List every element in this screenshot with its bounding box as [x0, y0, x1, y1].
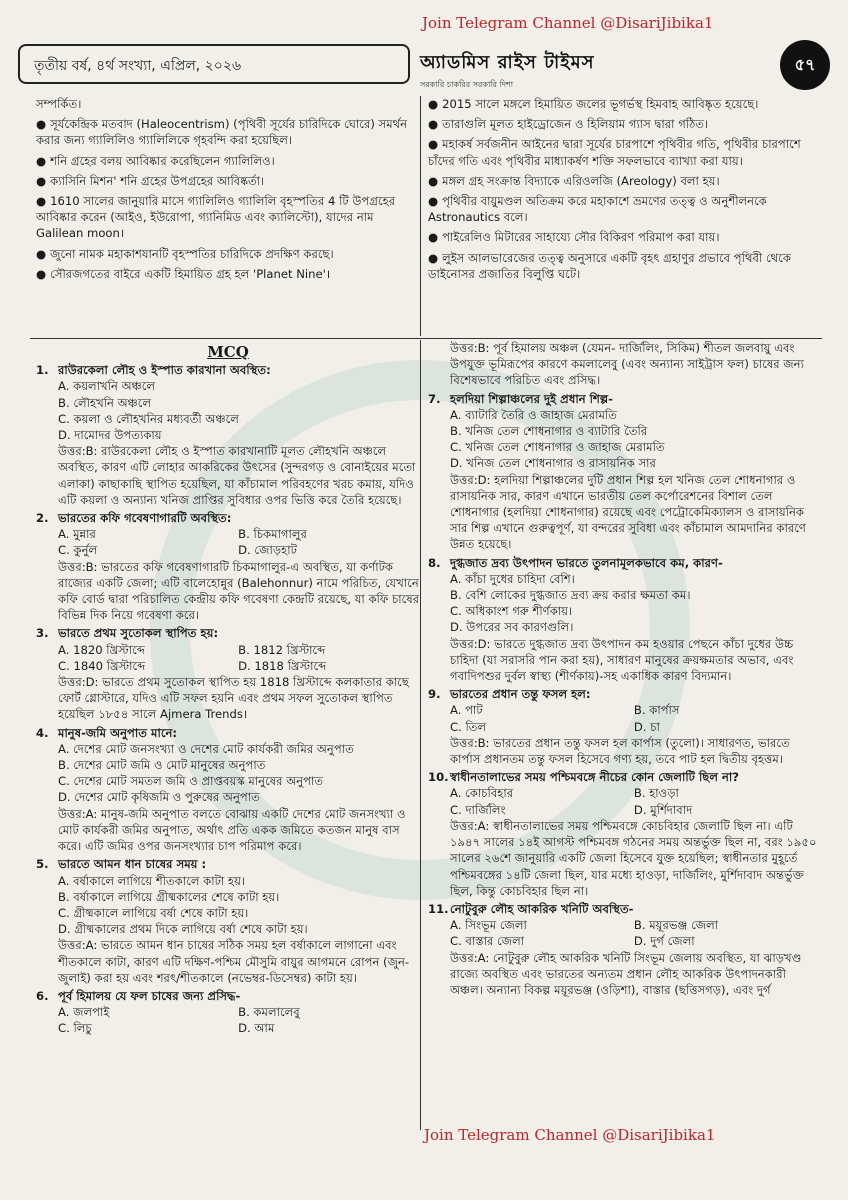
masthead-title: অ্যাডমিস রাইস টাইমস: [420, 52, 595, 73]
answer-explanation: উত্তর:A: ভারতে আমন ধান চাষের সঠিক সময় হল বর্ষাকালে লাগানো এবং শীতকালে কাটা, কারণ এটি দক্ষিণ-পশ্চিম মৌসুমি বায়ুর আগমনে রোপন (জুন-জুলাই) করা হয় এবং শরৎ/শীতকালে (নভেম্বর-ডিসেম্বর) কাটা হয়।: [58, 938, 410, 985]
option: C. গ্রীষ্মকালে লাগিয়ে বর্ষা শেষে কাটা হয়।: [58, 905, 249, 920]
question-number: 8.: [428, 555, 441, 570]
options-list: [428, 702, 820, 734]
option: A. 1820 খ্রিস্টাব্দে: [58, 642, 145, 657]
question-number: 5.: [36, 857, 49, 872]
mcq-question: [36, 988, 420, 1037]
mcq-question: [36, 625, 420, 722]
bullet-icon: ●: [36, 153, 47, 168]
answer-explanation: উত্তর:A: স্বাধীনতালাভের সময় পশ্চিমবঙ্গে কোচবিহার জেলাটি ছিল না। এটি ১৯৪৭ সালের ১৪ই আগস্ট পশ্চিমবঙ্গ গঠনের সময় অন্তর্ভুক্ত ছিল না, বরং ১৯৫০ সালের ২৬শে জানুয়ারি একটি জেলা হিসেবে যুক্ত হয়েছিল; স্বাধীনতার মুহূর্তে পশ্চিমবঙ্গের ১৪টি জেলা ছিল, যার মধ্যে হাওড়া, দার্জিলিং, মুর্শিদাবাদ অন্তর্ভুক্ত ছিল, কিন্তু কোচবিহার ছিল না।: [450, 818, 817, 898]
option: C. কয়লা ও লৌহখনির মধ্যবর্তী অঞ্চলে: [58, 411, 239, 426]
question-number: 9.: [428, 687, 441, 702]
option: C. দার্জিলিং: [450, 802, 506, 817]
fact-item: ● শনি গ্রহের বলয় আবিষ্কার করেছিলেন গ্যালিলিও।: [36, 153, 275, 168]
option: A. বর্ষাকালে লাগিয়ে শীতকালে কাটা হয়।: [58, 873, 246, 888]
telegram-banner-bottom[interactable]: Join Telegram Channel @DisariJibika1: [424, 1126, 716, 1144]
option: B. বর্ষাকালে লাগিয়ে গ্রীষ্মকালের শেষে কাটা হয়।: [58, 889, 280, 904]
masthead-tagline: সরকারি চাকরির সরকারি দিশা: [420, 80, 514, 89]
telegram-banner-top[interactable]: Join Telegram Channel @DisariJibika1: [422, 14, 714, 32]
masthead: [420, 48, 770, 88]
option: D. খনিজ তেল শোধনাগার ও রাসায়নিক সার: [450, 456, 656, 471]
option: B. 1812 খ্রিস্টাব্দে: [238, 642, 326, 657]
option: A. পাট: [450, 703, 483, 718]
answer-explanation: উত্তর:A: মানুষ-জমি অনুপাত বলতে বোঝায় একটি দেশের মোট জনসংখ্যা ও মোট কার্যকরী জমির অনুপাত, অর্থাৎ প্রতি একক জমিতে কতজন মানুষ বাস করে। এটি জমির ওপর জনসংখ্যার চাপ পরিমাপ করে।: [58, 806, 406, 854]
question-number: 6.: [36, 988, 49, 1003]
mcq-question: [428, 555, 820, 685]
answer-explanation: উত্তর:B: ভারতের কফি গবেষণাগারটি চিকমাগালুর-এ অবস্থিত, যা কর্ণাটক রাজ্যের একটি জেলা; এটি বালেহোন্নুর (Balehonnur) নামে পরিচিত, যেখানে কফি বোর্ড দ্বারা পরিচালিত কেন্দ্রীয় কফি গবেষণা কেন্দ্রটি রয়েছে, যা কফি চাষের বিভিন্ন দিক নিয়ে গবেষণা করে।: [58, 559, 420, 623]
question-text: 11.নোটুবুরু লৌহ আকরিক খনিটি অবস্থিত-: [428, 901, 634, 916]
option: C. 1840 খ্রিস্টাব্দে: [58, 658, 146, 673]
fact-item: সম্পর্কিত।: [36, 97, 82, 111]
option: C. বাস্তার জেলা: [450, 934, 525, 949]
options-list: [36, 741, 420, 806]
fact-item: ● লুইস আলভারেজের তত্ত্ব অনুসারে একটি বৃহৎ গ্রহাণুর প্রভাবে পৃথিবী থেকে ডাইনোসর প্রজাতির বিলুপ্তি ঘটে।: [428, 250, 791, 281]
option: A. দেশের মোট জনসংখ্যা ও দেশের মোট কার্যকরী জমির অনুপাত: [58, 741, 354, 756]
question-number: 2.: [36, 511, 49, 526]
option: D. দুর্গ জেলা: [633, 934, 695, 949]
question-number: 7.: [428, 391, 441, 406]
answer-explanation: উত্তর:D: ভারতে প্রথম সুতোকল স্থাপিত হয় 1818 খ্রিস্টাব্দে কলকাতার কাছে ফোর্ট গ্লোস্টারে, যদিও এটি সফল হয়নি এবং প্রথম সফল সুতোকল স্থাপিত হয়েছিল ১৮৫৪ সালে Ajmera Trends।: [58, 675, 409, 722]
page-header: [18, 44, 830, 96]
option: B. হাওড়া: [633, 786, 679, 801]
mcq-question: [36, 362, 420, 508]
option: B. দেশের মোট জমি ও মোট মানুষের অনুপাত: [58, 758, 266, 773]
mcq-question: [428, 391, 820, 553]
option: D. দামোদর উপত্যকায়: [58, 428, 162, 443]
option: B. কার্পাস: [633, 703, 680, 718]
bullet-icon: ●: [428, 194, 439, 209]
option: D. উপরের সব কারণগুলি।: [450, 620, 574, 635]
options-list: [36, 642, 420, 674]
answer-explanation: উত্তর:B: রাউরকেলা লৌহ ও ইস্পাত কারখানাটি মূলত লৌহখনি অঞ্চলে অবস্থিত, কারণ এটি লোহার আকরিকের উৎসের (সুন্দরগড় ও বোনাইয়ের মতো এলাকা) কাছাকাছি স্থাপিত হয়েছিল, যা কাঁচামাল পরিবহণের খরচ কমায়, যদিও এটি কয়লা ও অন্যান্য খনিজ প্রাপ্তির সুবিধার ওপর ভিত্তি করে তৈরি হয়েছে।: [58, 444, 416, 507]
mcq-question: [428, 901, 820, 998]
fact-item: ● 1610 সালের জানুয়ারি মাসে গ্যালিলিও গ্যালিলি বৃহস্পতির 4 টি উপগ্রহের আবিষ্কার করেন (আইও, ইউরোপা, গ্যানিমিড এবং ক্যালিস্টো), যাদের নাম Galilean moon।: [36, 194, 396, 241]
options-list: [36, 378, 420, 443]
bullet-icon: ●: [36, 173, 47, 188]
bullet-icon: ●: [428, 97, 439, 111]
question-number: 11.: [428, 901, 449, 916]
column-divider-top: [420, 96, 421, 336]
mcq-question: [36, 510, 420, 623]
bullet-icon: ●: [36, 194, 47, 209]
question-text: 7. হলদিয়া শিল্পাঞ্চলের দুই প্রধান শিল্প-: [428, 391, 613, 406]
answer-explanation: উত্তর:A: নোটুবুরু লৌহ আকরিক খনিটি সিংভূম জেলায় অবস্থিত, যা ঝাড়খণ্ড রাজ্যে অবস্থিত এবং ভারতের অন্যতম প্রধান লৌহ আকরিক উৎপাদনকারী অঞ্চল। অন্যান্য বিকল্প ময়ূরভঞ্জ (ওড়িশা), বাস্তার (ছত্তিসগড়), এবং দুর্গ: [450, 950, 802, 997]
answer-explanation: উত্তর:B: পূর্ব হিমালয় অঞ্চল (যেমন- দার্জিলিং, সিকিম) শীতল জলবায়ু এবং উপযুক্ত ভূমিরূপের কারণে কমলালেবু (এবং অন্যান্য সাইট্রাস ফল) চাষের জন্য বিশেষভাবে পরিচিত এবং প্রসিদ্ধ।: [450, 341, 804, 388]
question-text: 5. ভারতে আমন ধান চাষের সময় :: [36, 857, 207, 872]
right-mcq-column: [428, 340, 820, 998]
option: C. তিল: [450, 719, 487, 734]
bullet-icon: ●: [428, 117, 439, 132]
mcq-heading: MCQ: [207, 343, 249, 361]
left-facts-column: [36, 96, 412, 286]
answer-explanation: উত্তর:B: ভারতের প্রধান তন্তু ফসল হল কার্পাস (তুলো)। সাধারণত, ভারতে কার্পাস প্রধানতম তন্তু ফসল হিসেবে গণ্য হয়, তবে পাট হল দ্বিতীয় বৃহত্তম।: [450, 735, 790, 767]
fact-item: ● ক্যাসিনি মিশন' শনি গ্রহের উপগ্রহের আবিষ্কর্তা।: [36, 173, 265, 188]
page-number: ৫৭: [780, 40, 830, 90]
option: C. লিচু: [58, 1021, 92, 1036]
bullet-icon: ●: [36, 117, 47, 132]
options-list: [428, 571, 820, 636]
question-text: 1. রাউরকেলা লৌহ ও ইস্পাত কারখানা অবস্থিত:: [36, 363, 271, 378]
section-divider: [30, 338, 822, 339]
option: C. কুর্নুল: [58, 543, 98, 558]
option: B. চিকমাগালুর: [238, 527, 307, 542]
option: B. খনিজ তেল শোধনাগার ও ব্যাটারি তৈরি: [450, 424, 648, 439]
option: B. লৌহখনি অঞ্চলে: [58, 395, 152, 410]
question-text: 8. দুগ্ধজাত দ্রব্য উৎপাদন ভারতে তুলনামূলকভাবে কম, কারণ-: [428, 555, 723, 570]
fact-item: ● মঙ্গল গ্রহ সংক্রান্ত বিদ্যাকে এরিওলজি (Areology) বলা হয়।: [428, 173, 720, 188]
option: D. দেশের মোট কৃষিজমি ও পুরুষের অনুপাত: [58, 790, 260, 805]
bullet-icon: ●: [36, 246, 47, 261]
answer-explanation: উত্তর:D: ভারতে দুগ্ধজাত দ্রব্য উৎপাদন কম হওয়ার পেছনে কাঁচা দুধের উচ্চ চাহিদা (যা সরাসরি পান করা হয়), সাধারণ মানুষের ক্রয়ক্ষমতার অভাব, এবং গবাদিপশুর দুর্বল স্বাস্থ্য (শীর্ণকায়)-সহ একাধিক কারণ বিদ্যমান।: [450, 636, 794, 684]
option: D. গ্রীষ্মকালের প্রথম দিকে লাগিয়ে বর্ষা শেষে কাটা হয়।: [58, 922, 308, 937]
option: C. খনিজ তেল শোধনাগার ও জাহাজ মেরামতি: [450, 440, 665, 455]
fact-item: ● জুনো নামক মহাকাশযানটি বৃহস্পতির চারিদিকে প্রদক্ষিণ করছে।: [36, 246, 334, 261]
mcq-question: [428, 769, 820, 899]
question-text: 4. মানুষ-জমি অনুপাত মানে:: [36, 725, 178, 740]
mcq-question: [428, 340, 820, 389]
option: B. বেশি লোকের দুগ্ধজাত দ্রব্য ক্রয় করার ক্ষমতা কম।: [450, 588, 691, 603]
question-number: 1.: [36, 363, 49, 378]
options-list: [428, 407, 820, 472]
question-text: 2. ভারতের কফি গবেষণাগারটি অবস্থিত:: [36, 511, 232, 526]
fact-item: ● পাইরেলিও মিটারের সাহায্যে সৌর বিকিরণ পরিমাপ করা যায়।: [428, 230, 720, 245]
option: A. সিংভূম জেলা: [450, 918, 527, 933]
question-text: 9. ভারতের প্রধান তন্তু ফসল হল:: [428, 687, 591, 702]
mcq-question: [36, 856, 420, 986]
bullet-icon: ●: [428, 230, 439, 245]
option: D. আম: [238, 1021, 275, 1036]
answer-explanation: উত্তর:D: হলদিয়া শিল্পাঞ্চলের দুটি প্রধান শিল্প হল খনিজ তেল শোধনাগার ও রাসায়নিক সার, কারণ এখানে ভারতীয় তেল কর্পোরেশনের বিশাল তেল শোধনাগার (হলদিয়া শোধনাগার) রয়েছে এবং পেট্রোকেমিক্যালস ও রাসায়নিক সার শিল্প এখানে গুরুত্বপূর্ণ, যা বন্দরের সুবিধা এবং কাঁচামাল আমদানির কারণে উন্নত হয়েছে।: [450, 472, 806, 552]
option: A. মুন্নার: [58, 527, 96, 542]
option: D. চা: [633, 719, 660, 734]
fact-item: ● মহাকর্ষ সর্বজনীন আইনের দ্বারা সূর্যের চারপাশে পৃথিবীর গতি, পৃথিবীর চারপাশে চাঁদের গতি এবং পৃথিবীর মাধ্যাকর্ষণ শক্তি সফলভাবে ব্যাখ্যা করা যায়।: [428, 137, 801, 168]
option: A. কাঁচা দুধের চাহিদা বেশি।: [450, 571, 575, 586]
option: B. ময়ূরভঞ্জ জেলা: [633, 918, 719, 933]
option: C. দেশের মোট সমতল জমি ও প্রাপ্তবয়স্ক মানুষের অনুপাত: [58, 774, 324, 789]
question-number: 3.: [36, 626, 49, 641]
bullet-icon: ●: [428, 173, 439, 188]
option: A. জলপাই: [58, 1005, 110, 1020]
options-list: [428, 917, 820, 949]
right-facts-column: [428, 96, 818, 286]
question-number: 10.: [428, 770, 449, 785]
option: A. কোচবিহার: [450, 786, 514, 801]
question-number: 4.: [36, 725, 49, 740]
option: C. অধিকাংশ গরু শীর্ণকায়।: [450, 604, 573, 619]
options-list: [36, 873, 420, 938]
fact-item: ● সূর্যকেন্দ্রিক মতবাদ (Haleocentrism) (পৃথিবী সূর্যের চারিদিকে ঘোরে) সমর্থন করার জন্য গ্যালিলিও গ্যালিলিকে গৃহবন্দি করা হয়েছিল।: [36, 117, 408, 148]
issue-info: তৃতীয় বর্ষ, ৪র্থ সংখ্যা, এপ্রিল, ২০২৬: [18, 44, 410, 84]
mcq-question: [36, 725, 420, 855]
option: D. 1818 খ্রিস্টাব্দে: [238, 658, 327, 673]
fact-item: ● তারাগুলি মূলত হাইড্রোজেন ও হিলিয়াম গ্যাস দ্বারা গঠিত।: [428, 117, 709, 132]
option: D. মুর্শিদাবাদ: [633, 802, 693, 817]
mcq-question: [428, 686, 820, 767]
bullet-icon: ●: [36, 266, 47, 281]
question-text: 10.স্বাধীনতালাভের সময় পশ্চিমবঙ্গে নীচের কোন জেলাটি ছিল না?: [428, 770, 740, 785]
option: B. কমলালেবু: [238, 1005, 300, 1020]
fact-item: ● সৌরজগতের বাইরে একটি হিমায়িত গ্রহ হল 'Planet Nine'।: [36, 266, 331, 281]
bullet-icon: ●: [428, 137, 439, 152]
question-text: 6. পূর্ব হিমালয় যে ফল চাষের জন্য প্রসিদ্ধ-: [36, 988, 241, 1003]
fact-item: ● পৃথিবীর বায়ুমণ্ডল অতিক্রম করে মহাকাশে ভ্রমণের তত্ত্ব ও অনুশীলনকে Astronautics বলে।: [428, 194, 767, 225]
left-mcq-column: [36, 344, 420, 1037]
options-list: [36, 1004, 420, 1036]
option: D. জোড়হাট: [238, 543, 297, 558]
question-text: 3. ভারতে প্রথম সুতোকল স্থাপিত হয়:: [36, 626, 219, 641]
bullet-icon: ●: [428, 250, 439, 265]
options-list: [36, 526, 420, 558]
option: A. কয়লাখনি অঞ্চলে: [58, 379, 156, 394]
option: A. ব্যাটারি তৈরি ও জাহাজ মেরামতি: [450, 407, 617, 422]
fact-item: ● 2015 সালে মঙ্গলে হিমায়িত জলের ভূগর্ভস্থ হিমবাহ আবিষ্কৃত হয়েছে।: [428, 97, 759, 111]
column-divider-bottom: [420, 340, 421, 1130]
options-list: [428, 785, 820, 817]
